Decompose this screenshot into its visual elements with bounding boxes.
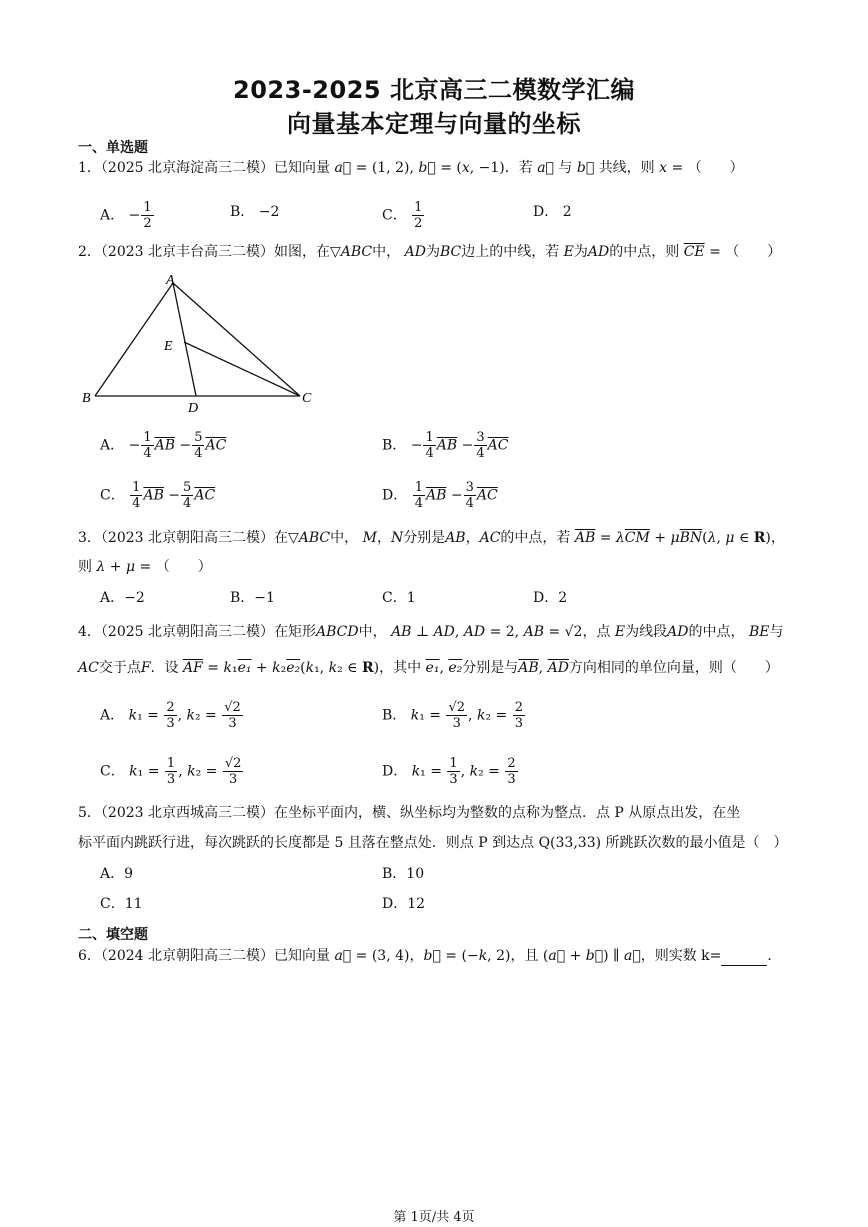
label-d: D — [188, 401, 199, 416]
triangle-figure — [78, 270, 328, 420]
q2-option-b[interactable]: B． − $\frac{1}{4}$ $\overline{AB}$ − $\frac{3}{4}$ $\overline{AC}$ — [382, 430, 509, 461]
q2-option-d[interactable]: D． $\frac{1}{4}$ $\overline{AB}$ − $\frac{3}{4}$ $\overline{AC}$ — [382, 480, 498, 511]
question-6: 6．（2024 北京朝阳高三二模）已知向量 a⃗ = (3, 4)，b⃗ = (−k, 2)，且 (a⃗ + b⃗) ∥ a⃗，则实数 k= ． — [78, 948, 782, 964]
q5-option-c[interactable]: C．11 — [100, 896, 143, 912]
q3-option-b[interactable]: B．−1 — [230, 590, 275, 606]
section-single-choice: 一、单选题 — [78, 140, 148, 156]
answer-blank[interactable] — [721, 951, 767, 966]
question-5-line1: 5．（2023 北京西城高三二模）在坐标平面内，横、纵坐标均为整数的点称为整点．点 P 从原点出发，在坐 — [78, 805, 741, 821]
page-footer: 第 1页/共 4页 — [393, 1210, 475, 1225]
q1-option-c[interactable]: C． $\frac{1}{2}$ — [382, 200, 423, 231]
label-a: A — [166, 273, 175, 288]
question-2: 2．（2023 北京丰台高三二模）如图，在▽ABC中， AD为BC边上的中线，若 E为AD的中点，则 $\overline{CE}$ = （ ） — [78, 244, 782, 260]
q4-option-b[interactable]: B． k₁ = $\frac{√2}{3}$ , k₂ = $\frac{2}{3}$ — [382, 700, 523, 731]
q2-option-a[interactable]: A． − $\frac{1}{4}$ $\overline{AB}$ − $\frac{5}{4}$ $\overline{AC}$ — [100, 430, 227, 461]
question-4-line2: AC交于点F．设 $\overline{AF} = k_1e_1 + k_2e_2(k_1$, k₂ ∈ R)，其中 e₁, e₂分别是与$\overline{AB}$, $\overline{AD}$方向相同的单位向量，则（ ） — [78, 660, 779, 676]
title-line2: 向量基本定理与向量的坐标 — [287, 110, 581, 138]
question-3-line2: 则 λ + μ = （ ） — [78, 559, 212, 575]
title-line1: 2023-2025 北京高三二模数学汇编 — [233, 76, 635, 104]
q3-option-a[interactable]: A．−2 — [100, 590, 145, 606]
q1-option-d[interactable]: D． 2 — [533, 204, 572, 220]
q1-option-a[interactable]: A． − $\frac{1}{2}$ — [100, 200, 152, 231]
q4-option-c[interactable]: C． k₁ = $\frac{1}{3}$ , k₂ = $\frac{√2}{3}$ — [100, 756, 242, 787]
label-e: E — [164, 339, 173, 354]
label-c: C — [302, 391, 312, 406]
q5-option-b[interactable]: B．10 — [382, 866, 425, 882]
question-5-line2: 标平面内跳跃行进，每次跳跃的长度都是 5 且落在整点处．则点 P 到达点 Q(33,33) 所跳跃次数的最小值是（ ） — [78, 835, 788, 851]
label-b: B — [82, 391, 91, 406]
question-1: 1．（2025 北京海淀高三二模）已知向量 a⃗ = (1, 2), b⃗ = (x, −1)．若 a⃗ 与 b⃗ 共线，则 x = （ ） — [78, 160, 744, 176]
q3-option-d[interactable]: D．2 — [533, 590, 568, 606]
q5-option-a[interactable]: A．9 — [100, 866, 134, 882]
question-3: 3．（2023 北京朝阳高三二模）在▽ABC中， M，N分别是AB，AC的中点，若 $\overline{AB} = \lambda\overline{CM} + \mu\overline{BN}(\lambda$, μ ∈ R)， — [78, 530, 785, 546]
question-4: 4．（2025 北京朝阳高三二模）在矩形ABCD中， AB ⊥ AD, AD = 2, AB = √2，点 E为线段AD的中点， BE与 — [78, 624, 784, 640]
q1-option-b[interactable]: B． −2 — [230, 204, 280, 220]
section-fill-in: 二、填空题 — [78, 927, 148, 943]
q3-option-c[interactable]: C．1 — [382, 590, 416, 606]
q2-option-c[interactable]: C． $\frac{1}{4}$ $\overline{AB}$ − $\frac{5}{4}$ $\overline{AC}$ — [100, 480, 216, 511]
q5-option-d[interactable]: D．12 — [382, 896, 426, 912]
q4-option-a[interactable]: A． k₁ = $\frac{2}{3}$ , k₂ = $\frac{√2}{3}$ — [100, 700, 241, 731]
q4-option-d[interactable]: D． k₁ = $\frac{1}{3}$ , k₂ = $\frac{2}{3}$ — [382, 756, 516, 787]
